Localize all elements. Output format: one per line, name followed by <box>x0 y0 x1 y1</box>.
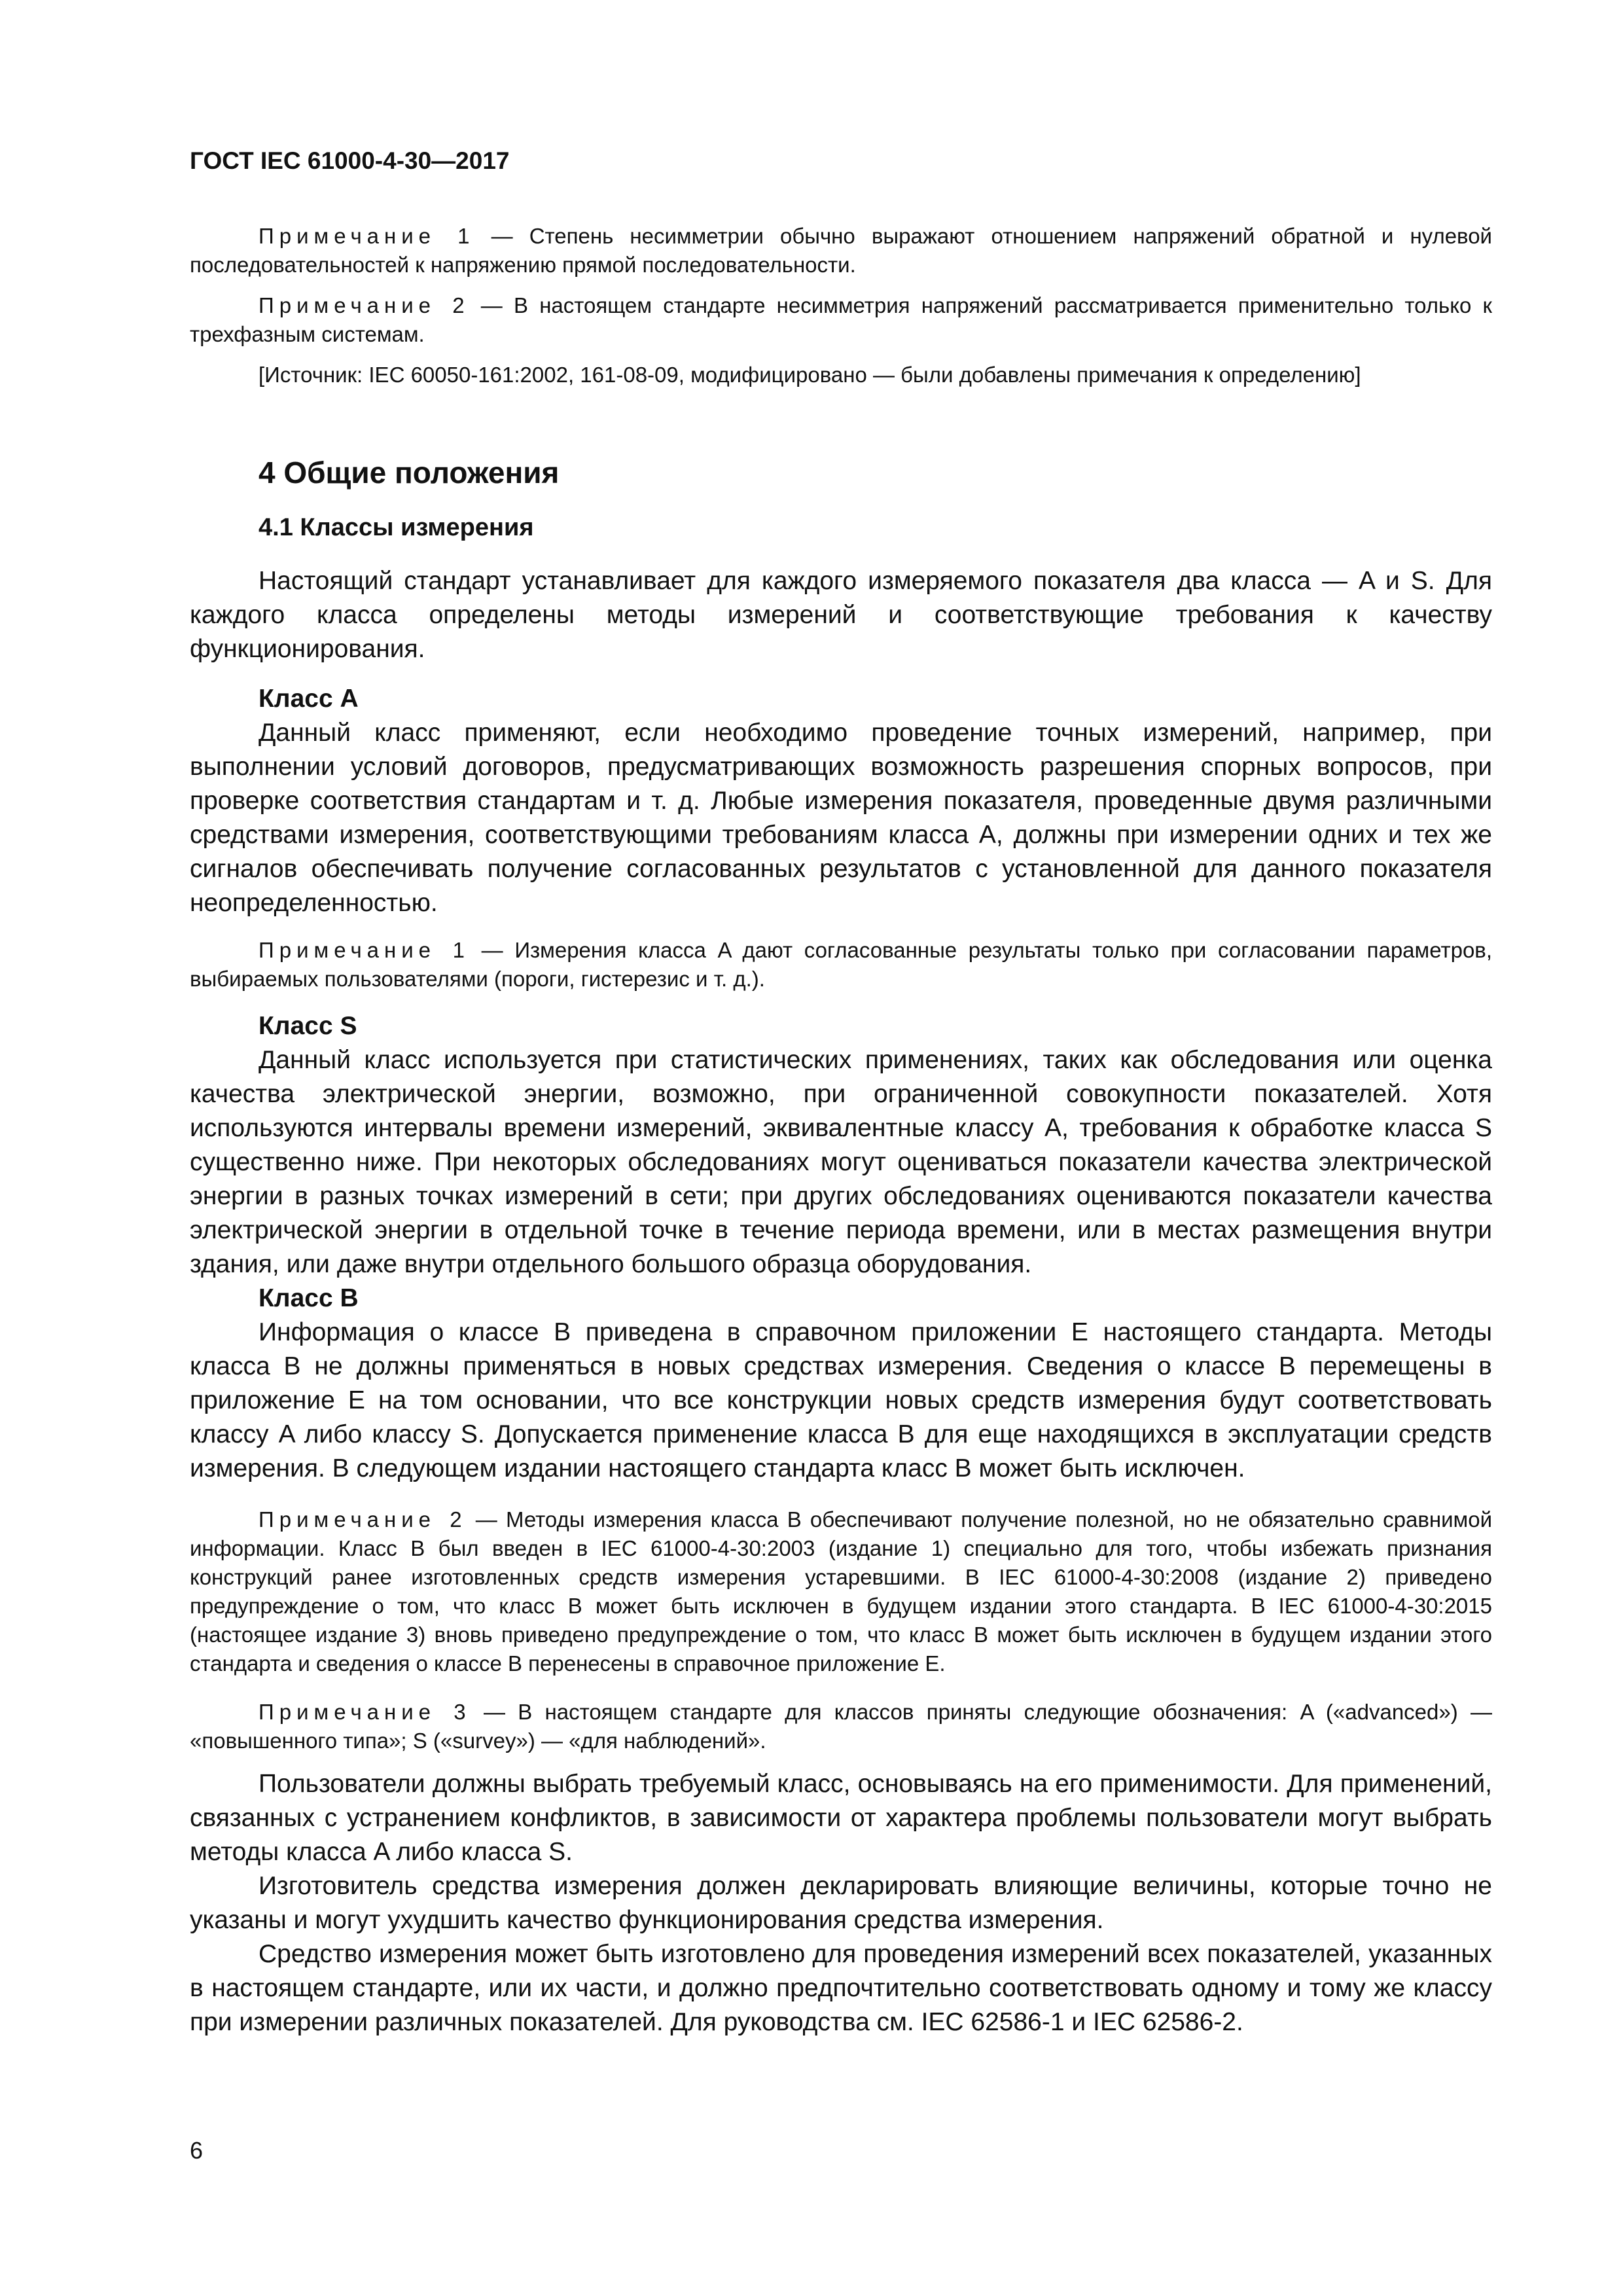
document-header: ГОСТ IEC 61000-4-30—2017 <box>190 147 510 174</box>
note-label: Примечание 2 <box>259 1507 467 1532</box>
class-b-paragraph: Информация о классе B приведена в справочном приложении E настоящего стандарта. Методы класса B не должны применяться в новых средствах измерения. Сведения о классе B перемещены в приложение E на том основании, что все конструкции новых средств измерения будут соответствовать классу A либо классу S. Допускается применение класса B для еще находящихся в эксплуатации средств измерения. В следующем издании настоящего стандарта класс B может быть исключен. <box>190 1318 1492 1482</box>
note-text: — В настоящем стандарте несимметрия напряжений рассматривается применительно только к трехфазным системам. <box>190 293 1492 346</box>
source-reference: [Источник: IEC 60050-161:2002, 161-08-09, модифицировано — были добавлены примечания к определению] <box>259 363 1361 387</box>
closing-paragraph-2: Изготовитель средства измерения должен декларировать влияющие величины, которые точно не указаны и могут ухудшить качество функционирования средства измерения. <box>190 1872 1492 1934</box>
note-label: Примечание 3 <box>259 1700 471 1724</box>
note-text: — Методы измерения класса B обеспечивают получение полезной, но не обязательно сравнимой информации. Класс B был введен в IEC 61000-4-30:2003 (издание 1) специально для того, чтобы избежать признания конструкций ранее изготовленных средств измерения устаревшими. В IEC 61000-4-30:2008 (издание 2) приведено предупреждение о том, что класс B может быть исключен в будущем издании этого стандарта. В IEC 61000-4-30:2015 (настоящее издание 3) вновь приведено предупреждение о том, что класс B может быть исключен в будущем издании этого стандарта и сведения о классе B перенесены в справочное приложение E. <box>190 1507 1493 1676</box>
note-text: — Степень несимметрии обычно выражают отношением напряжений обратной и нулевой последовательностей к напряжению прямой последовательности. <box>190 224 1492 277</box>
class-a-paragraph: Данный класс применяют, если необходимо проведение точных измерений, например, при выполнении условий договоров, предусматривающих возможность разрешения спорных вопросов, при проверке соответствия стандартам и т. д. Любые измерения показателя, проведенные двумя различными средствами измерения, соответствующими требованиям класса A, должны при измерении одних и тех же сигналов обеспечивать получение согласованных результатов с установленной для данного показателя неопределенностью. <box>190 719 1492 917</box>
closing-paragraph-3: Средство измерения может быть изготовлено для проведения измерений всех показателей, указанных в настоящем стандарте, или их части, и должно предпочтительно соответствовать одному и тому же классу при измерении различных показателей. Для руководства см. IEC 62586-1 и IEC 62586-2. <box>190 1940 1492 2036</box>
document-page <box>190 147 1492 2039</box>
class-a-heading: Класс A <box>259 685 359 713</box>
note-2 <box>190 291 1492 349</box>
note-label: Примечание 1 <box>259 224 475 248</box>
class-s-paragraph: Данный класс используется при статистических применениях, таких как обследования или оценка качества электрической энергии, возможно, при ограниченной совокупности показателей. Хотя используются интервалы времени измерений, эквивалентные классу A, требования к обработке класса S существенно ниже. При некоторых обследованиях могут оцениваться показатели качества электрической энергии в разных точках измерений в сети; при других обследованиях оцениваются показатели качества электрической энергии в отдельной точке в течение периода времени, или в местах размещения внутри здания, или даже внутри отдельного большого образца оборудования. <box>190 1046 1492 1278</box>
subsection-title: 4.1 Классы измерения <box>259 514 534 541</box>
closing-paragraph-1: Пользователи должны выбрать требуемый класс, основываясь на его применимости. Для применений, связанных с устранением конфликтов, в зависимости от характера проблемы пользователи могут выбрать методы класса A либо класса S. <box>190 1770 1492 1866</box>
class-a-note <box>190 936 1492 994</box>
intro-paragraph: Настоящий стандарт устанавливает для каждого измеряемого показателя два класса — A и S. Для каждого класса определены методы измерений и соответствующие требования к качеству функционирования. <box>190 567 1492 663</box>
note-text: — Измерения класса A дают согласованные результаты только при согласовании параметров, выбираемых пользователями (пороги, гистерезис и т. д.). <box>190 938 1492 991</box>
note-label: Примечание 2 <box>259 293 470 317</box>
class-b-note-2 <box>190 1505 1492 1678</box>
note-1 <box>190 222 1492 279</box>
class-b-note-3 <box>190 1698 1492 1755</box>
note-text: — В настоящем стандарте для классов приняты следующие обозначения: A («advanced») — «повышенного типа»; S («survey») — «для наблюдений». <box>190 1700 1493 1753</box>
section-title: 4 Общие положения <box>259 456 560 490</box>
class-b-heading: Класс B <box>259 1284 359 1312</box>
class-s-heading: Класс S <box>259 1012 357 1040</box>
page-number: 6 <box>190 2137 204 2164</box>
note-label: Примечание 1 <box>259 938 471 962</box>
